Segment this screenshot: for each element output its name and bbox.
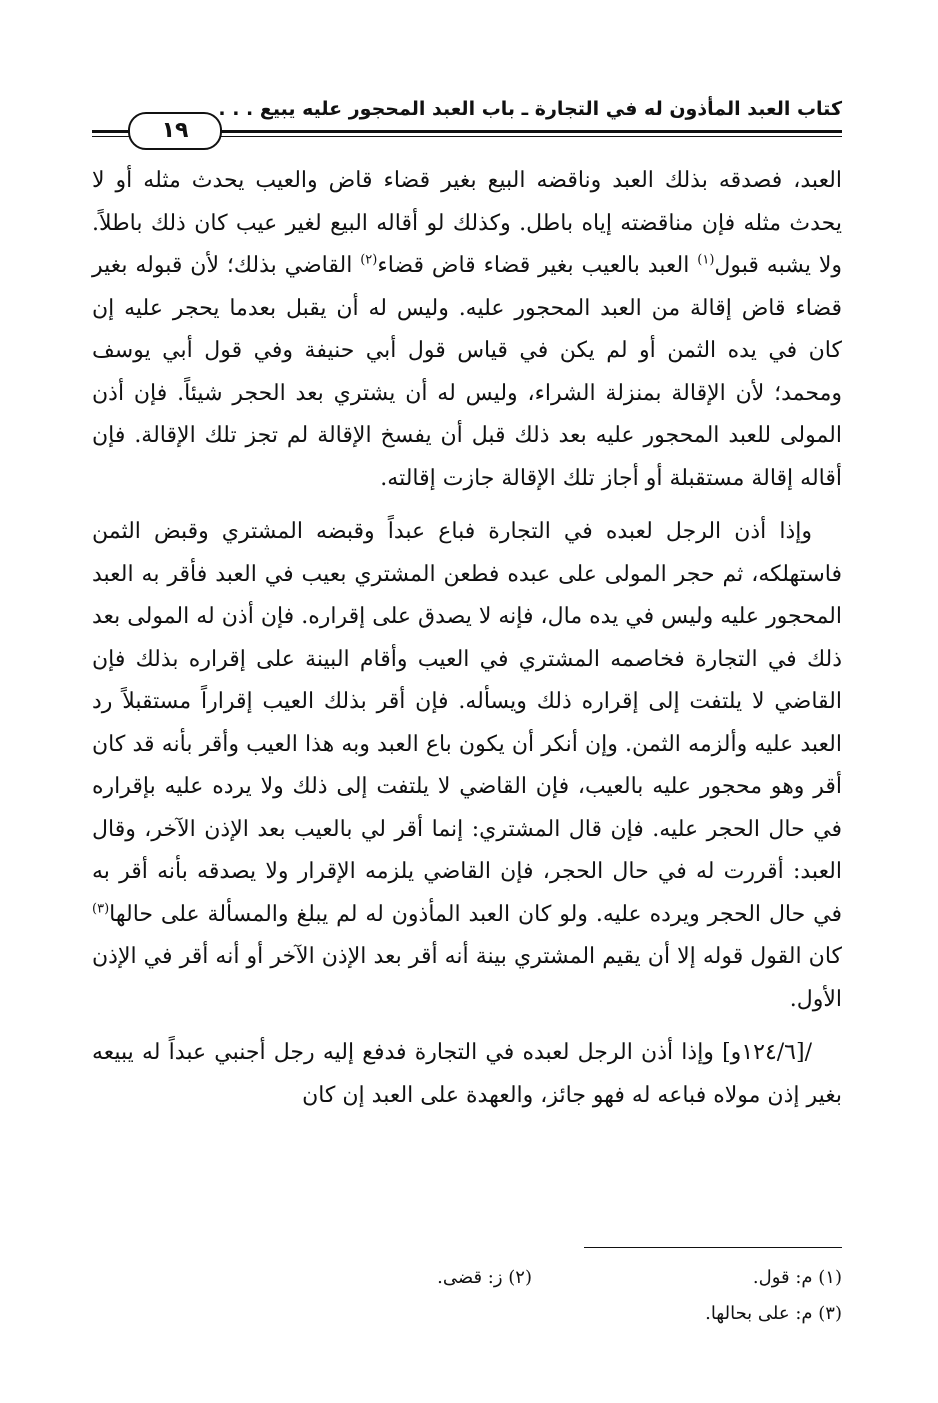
footnote-row xyxy=(92,1260,842,1296)
paragraph-2 xyxy=(92,511,842,1021)
body-text xyxy=(92,160,842,1117)
footnote-2: (٢) ز: قضى. xyxy=(437,1267,532,1288)
paragraph-3 xyxy=(92,1032,842,1117)
paragraph-2-part-1: وإذا أذن الرجل لعبده في التجارة فباع عبداً وقبضه المشتري وقبض الثمن فاستهلكه، ثم حجر المولى على عبده فطعن المشتري بعيب في العبد فأقر به العبد المحجور عليه وليس في يده مال، فإنه لا يصدق على إقراره. فإن أذن له المولى بعد ذلك في التجارة فخاصمه المشتري في العيب وأقام البينة على إقراره بذلك فإن القاضي لا يلتفت إلى إقراره ذلك ويسأله. فإن أقر بذلك العيب إقراراً مستقبلاً رد العبد عليه وألزمه الثمن. وإن أنكر أن يكون باع العبد وبه هذا العيب وأقر بأنه قد كان أقر وهو محجور عليه بالعيب، فإن القاضي لا يلتفت إلى ذلك ولا يرده عليه بإقراره في حال الحجر عليه. فإن قال المشتري: إنما أقر لي بالعيب بعد الإذن الآخر، وقال العبد: أقررت له في حال الحجر، فإن القاضي يلزمه الإقرار ولا يصدقه بأنه أقر به في حال الحجر ويرده عليه. ولو كان العبد المأذون له لم يبلغ والمسألة على حالها xyxy=(92,519,842,927)
paragraph-1-part-3: القاضي بذلك؛ لأن قبوله بغير قضاء قاض إقالة من العبد المحجور عليه. وليس له أن يقبل بعدما يحجر عليه إن كان في يده الثمن أو لم يكن في قياس قول أبي حنيفة وفي قول أبي يوسف ومحمد؛ لأن الإقالة بمنزلة الشراء، وليس له أن يشتري بعد الحجر شيئاً. فإن أذن المولى للعبد المحجور عليه بعد ذلك قبل أن يفسخ الإقالة لم تجز تلك الإقالة. فإن أقاله إقالة مستقبلة أو أجاز تلك الإقالة جازت إقالته. xyxy=(92,253,842,491)
footnote-mark-3: (٣) xyxy=(92,901,110,917)
footnote-mark-2: (٢) xyxy=(360,252,378,268)
paragraph-1-part-2: العبد بالعيب بغير قضاء قاض قضاء xyxy=(377,253,690,278)
footnote-row xyxy=(92,1296,842,1332)
paragraph-2-part-2: كان القول قوله إلا أن يقيم المشتري بينة أنه أقر بعد الإذن الآخر أو أنه أقر في الإذن الأول. xyxy=(92,944,842,1012)
footnote-1: (١) م: قول. xyxy=(752,1267,842,1288)
footnote-3: (٣) م: على بحالها. xyxy=(705,1303,842,1324)
paragraph-1 xyxy=(92,160,842,500)
footnote-mark-1: (١) xyxy=(697,252,715,268)
paragraph-1-part-1: العبد، فصدقه بذلك العبد وناقضه البيع بغير قضاء قاض والعيب يحدث مثله أو لا يحدث مثله فإن مناقضته إياه باطل. وكذلك لو أقاله البيع لغير عيب كان ذلك باطلاً. ولا يشبه قبول xyxy=(92,168,843,278)
paragraph-3-part-1: /[١٢٤/٦و] وإذا أذن الرجل لعبده في التجارة فدفع إليه رجل أجنبي عبداً له يبيعه بغير إذن مولاه فباعه له فهو جائز، والعهدة على العبد إن كان xyxy=(92,1040,842,1108)
footnotes xyxy=(92,1260,842,1332)
footnote-separator xyxy=(584,1247,842,1248)
page-number: ١٩ xyxy=(128,112,222,150)
header-title: كتاب العبد المأذون له في التجارة ـ باب العبد المحجور عليه يبيع . . . xyxy=(218,98,842,120)
running-header xyxy=(92,92,842,152)
